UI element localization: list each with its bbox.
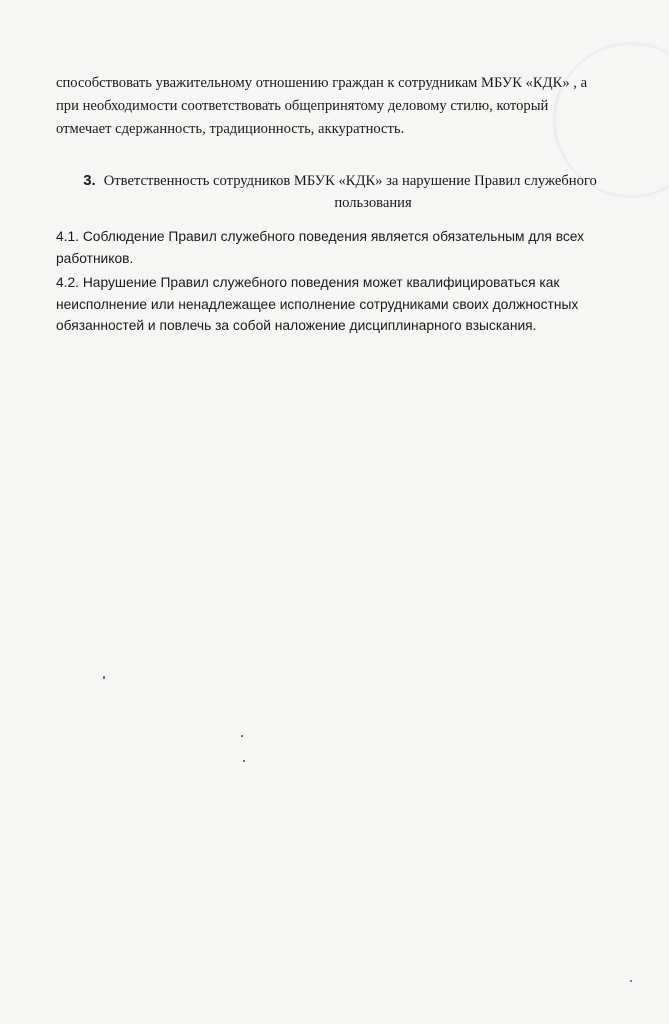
- clause-line: неисполнение или ненадлежащее исполнение сотрудниками своих должностных: [56, 296, 579, 312]
- scan-speck: [103, 676, 105, 679]
- section-number: 3.: [83, 172, 96, 189]
- section-title-line2: пользования: [334, 195, 412, 211]
- clause-line: обязанностей и повлечь за собой наложение дисциплинарного взыскания.: [56, 318, 537, 333]
- intro-line: при необходимости соответствовать общепринятому деловому стилю, который: [56, 98, 549, 114]
- section-body: [56, 226, 626, 340]
- scan-speck: [243, 760, 245, 762]
- clause-4-2: [56, 272, 626, 337]
- intro-line: способствовать уважительному отношению граждан к сотрудникам МБУК «КДК» , а: [56, 75, 588, 91]
- reverse-side-bleed-through: [100, 366, 590, 456]
- intro-line: отмечает сдержанность, традиционность, аккуратность.: [56, 121, 405, 137]
- scan-speck: [630, 980, 632, 982]
- scan-speck: [241, 735, 243, 737]
- clause-line: 4.1. Соблюдение Правил служебного поведения является обязательным для всех: [56, 229, 585, 244]
- section-heading: [56, 170, 624, 214]
- clause-4-1: [56, 226, 626, 269]
- section-title-line1: Ответственность сотрудников МБУК «КДК» за нарушение Правил служебного: [103, 173, 597, 189]
- clause-line: работников.: [56, 250, 134, 266]
- intro-paragraph: [56, 72, 624, 141]
- clause-line: 4.2. Нарушение Правил служебного поведения может квалифицироваться как: [56, 275, 560, 290]
